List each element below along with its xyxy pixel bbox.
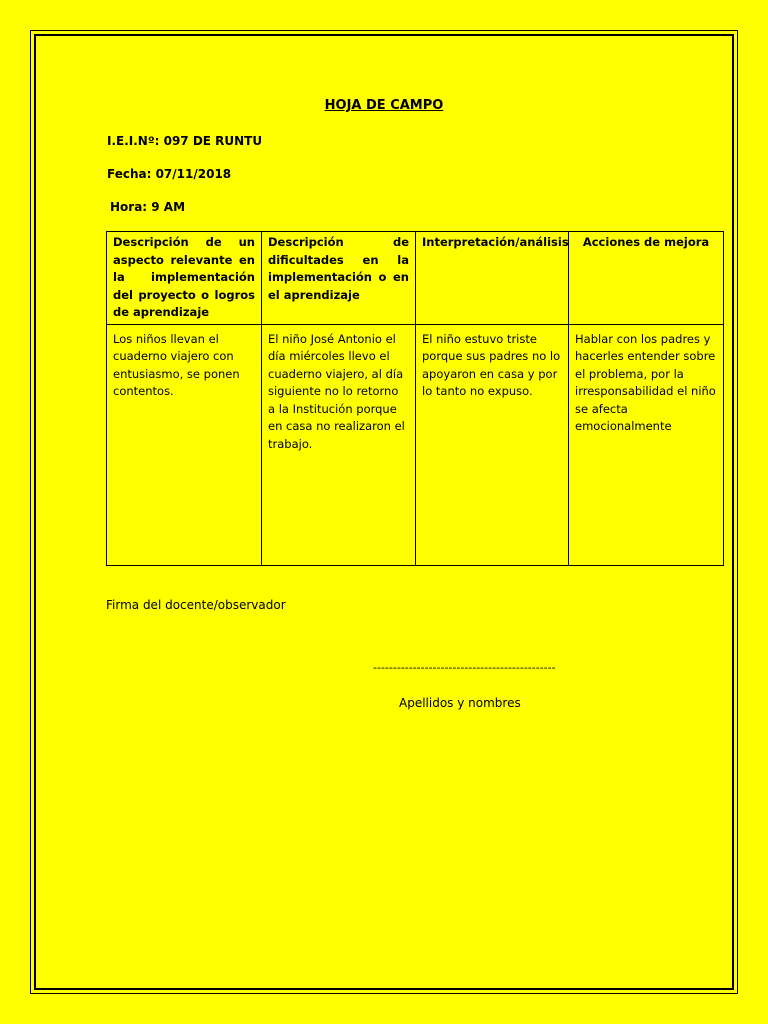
- signature-line: ----------------------------------------------: [373, 661, 556, 674]
- table-row: [107, 324, 724, 565]
- cell-aspecto-relevante: Los niños llevan el cuaderno viajero con entusiasmo, se ponen contentos.: [107, 324, 262, 565]
- header-interpretacion: Interpretación/análisis: [416, 232, 569, 325]
- cell-dificultades: El niño José Antonio el día miércoles llevo el cuaderno viajero, al día siguiente no lo retorno a la Institución porque en casa no realizaron el trabajo.: [262, 324, 416, 565]
- date-field: Fecha: 07/11/2018: [107, 167, 232, 181]
- observation-table: [106, 231, 724, 566]
- header-dificultades: Descripción de dificultades en la implementación o en el aprendizaje: [262, 232, 416, 325]
- time-field: Hora: 9 AM: [110, 200, 186, 214]
- table-header-row: [107, 232, 724, 325]
- signature-label: Firma del docente/observador: [106, 598, 286, 612]
- header-aspecto-relevante: Descripción de un aspecto relevante en la implementación del proyecto o logros de aprendizaje: [107, 232, 262, 325]
- header-acciones-mejora: Acciones de mejora: [569, 232, 724, 325]
- cell-interpretacion: El niño estuvo triste porque sus padres no lo apoyaron en casa y por lo tanto no expuso.: [416, 324, 569, 565]
- cell-acciones-mejora: Hablar con los padres y hacerles entender sobre el problema, por la irresponsabilidad el niño se afecta emocionalmente: [569, 324, 724, 565]
- page-title: HOJA DE CAMPO: [324, 98, 444, 113]
- institution-field: I.E.I.Nº: 097 DE RUNTU: [107, 134, 263, 148]
- name-label: Apellidos y nombres: [399, 696, 521, 710]
